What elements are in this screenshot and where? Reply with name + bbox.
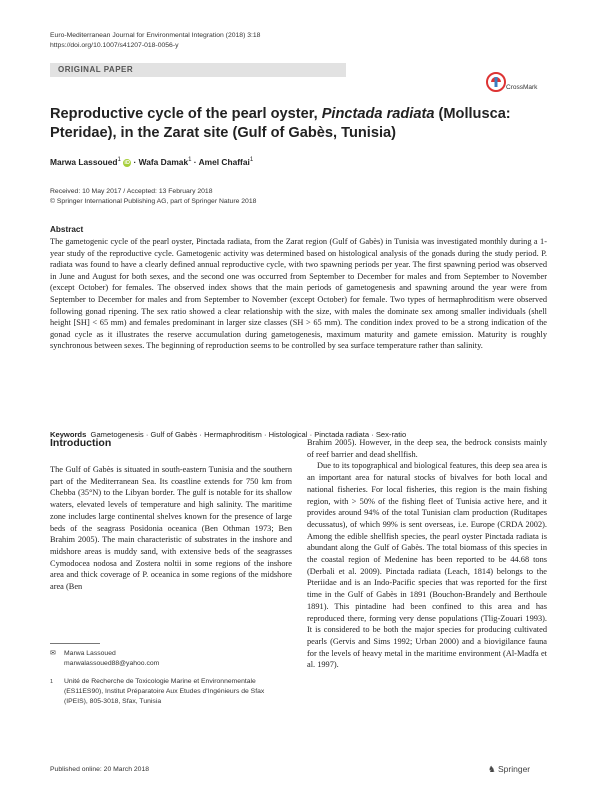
author-3-affiliation: 1: [249, 157, 254, 164]
copyright-line: © Springer International Publishing AG, part of Springer Nature 2018: [50, 198, 257, 205]
author-list: [50, 157, 253, 167]
affiliation-note: [50, 677, 280, 707]
article-type-bar: [50, 63, 346, 77]
section-heading-introduction: Introduction: [50, 437, 112, 449]
publisher-logo[interactable]: [488, 764, 530, 775]
intro-paragraph-1: The Gulf of Gabès is situated in south-eastern Tunisia and the southern part of the Mediterranean Sea. Its coastline extends for 750 km from Chebba (35°N) to the Libyan border. The gulf is notable for its shallow waters, elevated levels of temperature and high salinity. The maritime zone includes large continental shelves known for the presence of large beds of the seagrass Posidonia oceanica (Ben Othman 1973; Ben Brahim 2005). The main characteristic of substrates in the inshore and midshore areas is muddy sand, with extensive beds of the seagrasses Cymodocea nodosa and Zostera noltii in some regions of the inshore area and thick coverage of P. oceanica in some regions of the midshore area (Ben: [50, 465, 292, 592]
abstract-text: The gametogenic cycle of the pearl oyster, Pinctada radiata, from the Zarat region (Gulf of Gabès) in Tunisia was investigated monthly during a 1-year study of the reproductive cycle. Gametogenic activity was determined based on histological analysis of the gonads during the study period. P. radiata was found to have a clearly defined annual reproductive cycle, with two spawning periods per year. The first spawning period was observed in June and August for both sexes, and the second one was occurred from September to December for males and from September to November (except October) for females. The observed index shows that the main periods of gametogenesis and spawning around the year were from September to December for males and from September to November (except October) for female. Two types of hermaphroditism were observed following gonad ripening. The sex ratio showed a clear relationship with the size, with males the dominate sex among smaller individuals (shell height [SH] < 65 mm) and females predominant in larger size classes (SH > 65 mm). The condition index proved to be a strong indication of the gonad cycle as it illustrates the reserve accumulation during gametogenesis, maximum maturity and gamete emission. Maturity is roughly synchronous between sexes. The beginning of reproduction seems to be controlled by sea surface temperature rather than salinity.: [50, 237, 547, 351]
envelope-icon: ✉: [50, 650, 56, 657]
article-type-label: ORIGINAL PAPER: [58, 65, 134, 74]
contact-email[interactable]: marwalassoued88@yahoo.com: [64, 660, 160, 667]
doi-link[interactable]: https://doi.org/10.1007/s41207-018-0056-y: [50, 42, 179, 49]
orcid-icon[interactable]: iD: [124, 160, 130, 166]
corresponding-author: [50, 649, 159, 669]
author-separator: ·: [131, 157, 139, 167]
journal-citation: Euro-Mediterranean Journal for Environmental Integration (2018) 3:18: [50, 32, 261, 39]
intro-paragraph-2: Due to its topographical and biological features, this deep sea area is an important area for natural stocks of bivalves for both local and national fisheries. For local fisheries, this region is the main fishing region, with > 50% of the fishing fleet of Tunisia active here, and it provides around 94% of the total Tunisian clam production (Ruditapes decussatus), of which 99% is sent overseas, i.e. Europe (CRDA 2002). Among the edible shellfish species, the pearl oyster Pinctada radiata is abundant along the Gulf of Gabès. The total biomass of this species in the coastal region of Medenine has been reported to be 44.68 tons (Derbali et al. 2009). Pinctada radiata (Leach, 1814) belongs to the Pteriidae and is an Indo-Pacific species that was reported for the first time in the Gulf of Gabès in 1891 (Bouchon-Brandely and Berthoule 1891). This pintadine had been confined to this area and has reproduced there, forming very dense populations (Tlig-Zouari 1993). It is considered to be both the major species for producing cultivated pearls (Gervis and Sims 1992; Urban 2000) and a biovigilance fauna for the levels of heavy metal in the maritime environment (Al-Madfa et al. 1997).: [307, 461, 547, 670]
published-online: Published online: 20 March 2018: [50, 766, 149, 773]
keywords-list: Gametogenesis · Gulf of Gabès · Hermaphroditism · Histological · Pinctada radiata · Sex-ratio: [90, 430, 407, 439]
article-dates: [50, 187, 256, 207]
affiliation-marker: 1: [50, 679, 54, 685]
affiliation-text: Unité de Recherche de Toxicologie Marine et Environnementale (ES11ES90), Institut Préparatoire Aux Etudes d'Ingénieurs de Sfax (IPEIS), 805-3018, Sfax, Tunisia: [64, 678, 265, 705]
title-species: Pinctada radiata: [321, 106, 435, 122]
intro-column-2: [307, 437, 547, 671]
author-3[interactable]: Amel Chaffai: [198, 157, 250, 167]
author-1[interactable]: Marwa Lassoued: [50, 157, 118, 167]
springer-horse-icon: ♞: [488, 764, 496, 774]
crossmark-label: CrossMark: [506, 84, 538, 91]
publisher-name: Springer: [498, 764, 531, 774]
intro-paragraph-1-cont: Brahim 2005). However, in the deep sea, the bedrock consists mainly of reef barrier and dead shellfish.: [307, 438, 547, 459]
keywords-heading: Keywords: [50, 430, 87, 439]
article-title: [50, 105, 550, 143]
contact-name: Marwa Lassoued: [64, 650, 116, 657]
journal-header: [50, 31, 260, 51]
author-2-affiliation: 1: [188, 157, 192, 164]
footnote-rule: [50, 643, 100, 644]
received-accepted: Received: 10 May 2017 / Accepted: 13 February 2018: [50, 188, 213, 195]
author-1-affiliation: 1: [117, 157, 121, 164]
crossmark-badge[interactable]: [486, 72, 546, 96]
crossmark-icon: [486, 72, 506, 92]
title-part1: Reproductive cycle of the pearl oyster,: [50, 106, 322, 122]
author-separator: ·: [191, 157, 199, 167]
abstract-heading: Abstract: [50, 225, 84, 234]
author-2[interactable]: Wafa Damak: [138, 157, 189, 167]
title-part2: (Mollusca: Pteridae), in the Zarat site (Gulf of Gabès, Tunisia): [50, 106, 511, 141]
